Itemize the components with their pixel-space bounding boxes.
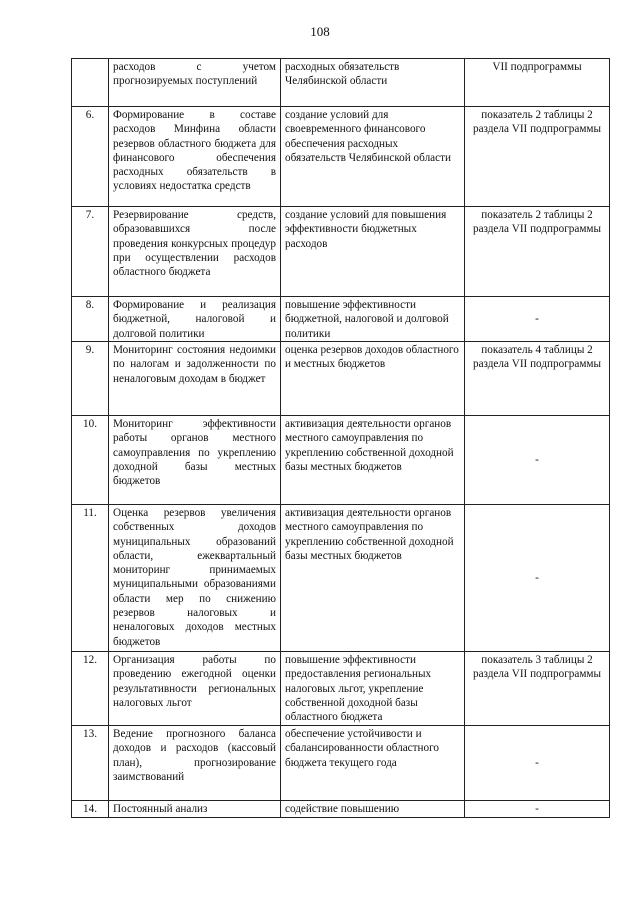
indicator-cell: - bbox=[465, 416, 610, 505]
result-cell: расходных обязательств Челябинской области bbox=[281, 59, 465, 107]
result-cell: создание условий для повышения эффективности бюджетных расходов bbox=[281, 207, 465, 297]
row-number: 7. bbox=[72, 207, 109, 297]
table-row bbox=[72, 652, 610, 726]
indicator-cell: VII подпрограммы bbox=[465, 59, 610, 107]
table-row bbox=[72, 342, 610, 416]
row-number: 11. bbox=[72, 505, 109, 652]
activity-cell: Оценка резервов увеличения собственных доходов муниципальных образований области, ежеквартальный мониторинг принимаемых муниципальными образованиями области мер по снижению резервов налоговых и неналоговых доходов местных бюджетов bbox=[109, 505, 281, 652]
result-cell: содействие повышению bbox=[281, 801, 465, 818]
result-cell: активизация деятельности органов местного самоуправления по укреплению собственной доходной базы местных бюджетов bbox=[281, 416, 465, 505]
table-row bbox=[72, 726, 610, 801]
result-cell: повышение эффективности бюджетной, налоговой и долговой политики bbox=[281, 297, 465, 342]
activity-cell: Ведение прогнозного баланса доходов и расходов (кассовый план), прогнозирование заимствований bbox=[109, 726, 281, 801]
result-cell: создание условий для своевременного финансового обеспечения расходных обязательств Челябинской области bbox=[281, 107, 465, 207]
table-row bbox=[72, 416, 610, 505]
activity-cell: Резервирование средств, образовавшихся после проведения конкурсных процедур при осуществлении расходов областного бюджета bbox=[109, 207, 281, 297]
indicator-cell: - bbox=[465, 505, 610, 652]
row-number: 8. bbox=[72, 297, 109, 342]
table-row bbox=[72, 801, 610, 818]
table-row bbox=[72, 107, 610, 207]
activity-cell: Организация работы по проведению ежегодной оценки результативности региональных налоговых льгот bbox=[109, 652, 281, 726]
indicator-cell: показатель 3 таблицы 2 раздела VII подпрограммы bbox=[465, 652, 610, 726]
row-number: 6. bbox=[72, 107, 109, 207]
indicator-cell: - bbox=[465, 297, 610, 342]
indicator-cell: показатель 2 таблицы 2 раздела VII подпрограммы bbox=[465, 207, 610, 297]
indicator-cell: - bbox=[465, 801, 610, 818]
row-number: 12. bbox=[72, 652, 109, 726]
table-row bbox=[72, 505, 610, 652]
row-number: 10. bbox=[72, 416, 109, 505]
result-cell: оценка резервов доходов областного и местных бюджетов bbox=[281, 342, 465, 416]
activity-cell: Мониторинг эффективности работы органов местного самоуправления по укреплению доходной базы местных бюджетов bbox=[109, 416, 281, 505]
table-row bbox=[72, 59, 610, 107]
activity-cell: Формирование и реализация бюджетной, налоговой и долговой политики bbox=[109, 297, 281, 342]
row-number: 13. bbox=[72, 726, 109, 801]
row-number bbox=[72, 59, 109, 107]
result-cell: обеспечение устойчивости и сбалансированности областного бюджета текущего года bbox=[281, 726, 465, 801]
row-number: 14. bbox=[72, 801, 109, 818]
activity-cell: расходов с учетом прогнозируемых поступлений bbox=[109, 59, 281, 107]
row-number: 9. bbox=[72, 342, 109, 416]
indicator-cell: - bbox=[465, 726, 610, 801]
activity-cell: Постоянный анализ bbox=[109, 801, 281, 818]
measures-table bbox=[71, 58, 610, 818]
indicator-cell: показатель 2 таблицы 2 раздела VII подпрограммы bbox=[465, 107, 610, 207]
table-row bbox=[72, 207, 610, 297]
result-cell: активизация деятельности органов местного самоуправления по укреплению собственной доходной базы местных бюджетов bbox=[281, 505, 465, 652]
activity-cell: Мониторинг состояния недоимки по налогам и задолженности по неналоговым доходам в бюджет bbox=[109, 342, 281, 416]
page-number: 108 bbox=[310, 24, 330, 39]
indicator-cell: показатель 4 таблицы 2 раздела VII подпрограммы bbox=[465, 342, 610, 416]
result-cell: повышение эффективности предоставления региональных налоговых льгот, укрепление собственной доходной базы областного бюджета bbox=[281, 652, 465, 726]
table-row bbox=[72, 297, 610, 342]
activity-cell: Формирование в составе расходов Минфина области резервов областного бюджета для финансового обеспечения расходных обязательств в условиях недостатка средств bbox=[109, 107, 281, 207]
